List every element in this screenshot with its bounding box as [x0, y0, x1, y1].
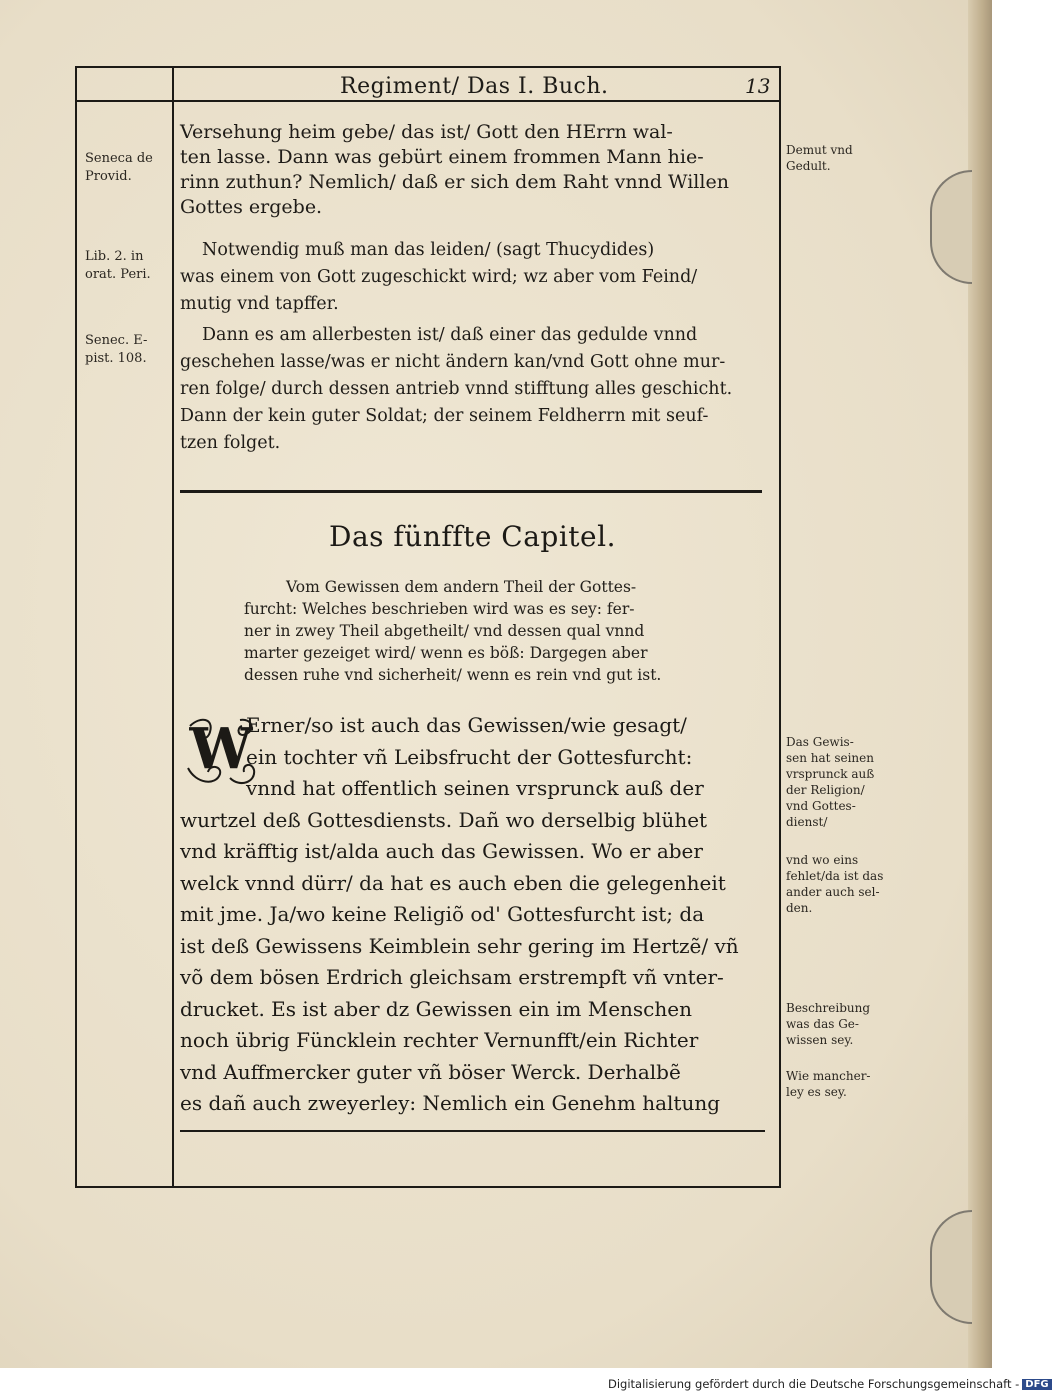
paragraph-seneca: [180, 322, 770, 457]
section-divider: [180, 490, 762, 493]
bottom-rule: [180, 1130, 765, 1132]
body-line: ein tochter vñ Leibsfrucht der Gottesfurcht:: [246, 744, 693, 769]
summary-line: Vom Gewissen dem andern Theil der Gottes-: [286, 578, 637, 596]
left-margin-note: Seneca de Provid.: [85, 151, 153, 184]
paragraph-providence: [180, 120, 770, 220]
right-margin-note: vnd wo eins fehlet/da ist das ander auch sel- den.: [786, 853, 884, 915]
text-line: mutig vnd tapffer.: [180, 294, 339, 314]
running-title: Regiment/ Das I. Buch.: [340, 74, 609, 99]
body-line: Erner/so ist auch das Gewissen/wie gesagt/: [246, 713, 687, 737]
header-rule: [75, 100, 779, 102]
initial-letter: W: [189, 716, 253, 782]
text-line: Gottes ergebe.: [180, 196, 323, 218]
body-line: noch übrig Füncklein rechter Vernunfft/ein Richter: [180, 1028, 699, 1052]
body-line: ist deß Gewissens Keimblein sehr gering im Hertzẽ/ vñ: [180, 933, 739, 958]
paragraph-thucydides: [180, 237, 770, 318]
body-line: vnd kräfftig ist/alda auch das Gewissen. Wo er aber: [180, 839, 703, 863]
body-line: vnnd hat offentlich seinen vrsprunck auß der: [246, 776, 704, 800]
text-line: Dann es am allerbesten ist/ daß einer das gedulde vnnd: [202, 325, 698, 345]
left-margin-note: Senec. E- pist. 108.: [85, 333, 148, 366]
text-line: Versehung heim gebe/ das ist/ Gott den HErrn wal-: [180, 121, 673, 143]
left-margin-note: Lib. 2. in orat. Peri.: [85, 249, 151, 282]
body-line: võ dem bösen Erdrich gleichsam erstrempft vñ vnter-: [180, 965, 724, 989]
right-margin-note: Das Gewis- sen hat seinen vrsprunck auß der Religion/ vnd Gottes- dienst/: [786, 735, 875, 829]
summary-line: marter gezeiget wird/ wenn es böß: Dargegen aber: [244, 644, 648, 662]
right-margin-note: Beschreibung was das Ge- wissen sey.: [786, 1001, 871, 1047]
body-line: vnd Auffmercker guter vñ böser Werck. Derhalbẽ: [180, 1059, 681, 1084]
summary-line: furcht: Welches beschrieben wird was es sey: fer-: [244, 600, 635, 618]
chapter-title: Das fünffte Capitel.: [329, 520, 616, 553]
text-line: tzen folget.: [180, 433, 281, 453]
summary-line: ner in zwey Theil abgetheilt/ vnd dessen qual vnnd: [244, 622, 645, 640]
digitization-credit: [608, 1377, 1052, 1391]
body-line: wurtzel deß Gottesdiensts. Dañ wo derselbig blühet: [180, 807, 708, 832]
text-line: geschehen lasse/was er nicht ändern kan/vnd Gott ohne mur-: [180, 352, 726, 372]
right-margin-note: Wie mancher- ley es sey.: [786, 1069, 871, 1099]
chapter-body: [180, 710, 770, 1120]
body-line: es dañ auch zweyerley: Nemlich ein Genehm haltung: [180, 1091, 721, 1115]
body-line: welck vnnd dürr/ da hat es auch eben die gelegenheit: [180, 870, 726, 895]
text-line: Notwendig muß man das leiden/ (sagt Thucydides): [202, 240, 655, 260]
chapter-summary: [244, 576, 704, 686]
summary-line: dessen ruhe vnd sicherheit/ wenn es rein vnd gut ist.: [244, 666, 662, 684]
dfg-logo: DFG: [1022, 1379, 1051, 1390]
text-line: rinn zuthun? Nemlich/ daß er sich dem Raht vnnd Willen: [180, 171, 729, 193]
text-line: was einem von Gott zugeschickt wird; wz aber vom Feind/: [180, 267, 698, 287]
left-column-rule: [172, 66, 174, 1186]
credit-text: Digitalisierung gefördert durch die Deutsche Forschungsgemeinschaft -: [608, 1377, 1020, 1391]
text-line: ren folge/ durch dessen antrieb vnnd stifftung alles geschicht.: [180, 379, 733, 399]
page-number: 13: [745, 74, 771, 98]
right-margin-note: Demut vnd Gedult.: [786, 143, 853, 173]
text-line: ten lasse. Dann was gebürt einem frommen Mann hie-: [180, 146, 704, 168]
text-line: Dann der kein guter Soldat; der seinem Feldherrn mit seuf-: [180, 406, 709, 426]
body-line: mit jme. Ja/wo keine Religiõ od' Gottesfurcht ist; da: [180, 902, 705, 926]
body-line: drucket. Es ist aber dz Gewissen ein im Menschen: [180, 996, 692, 1021]
